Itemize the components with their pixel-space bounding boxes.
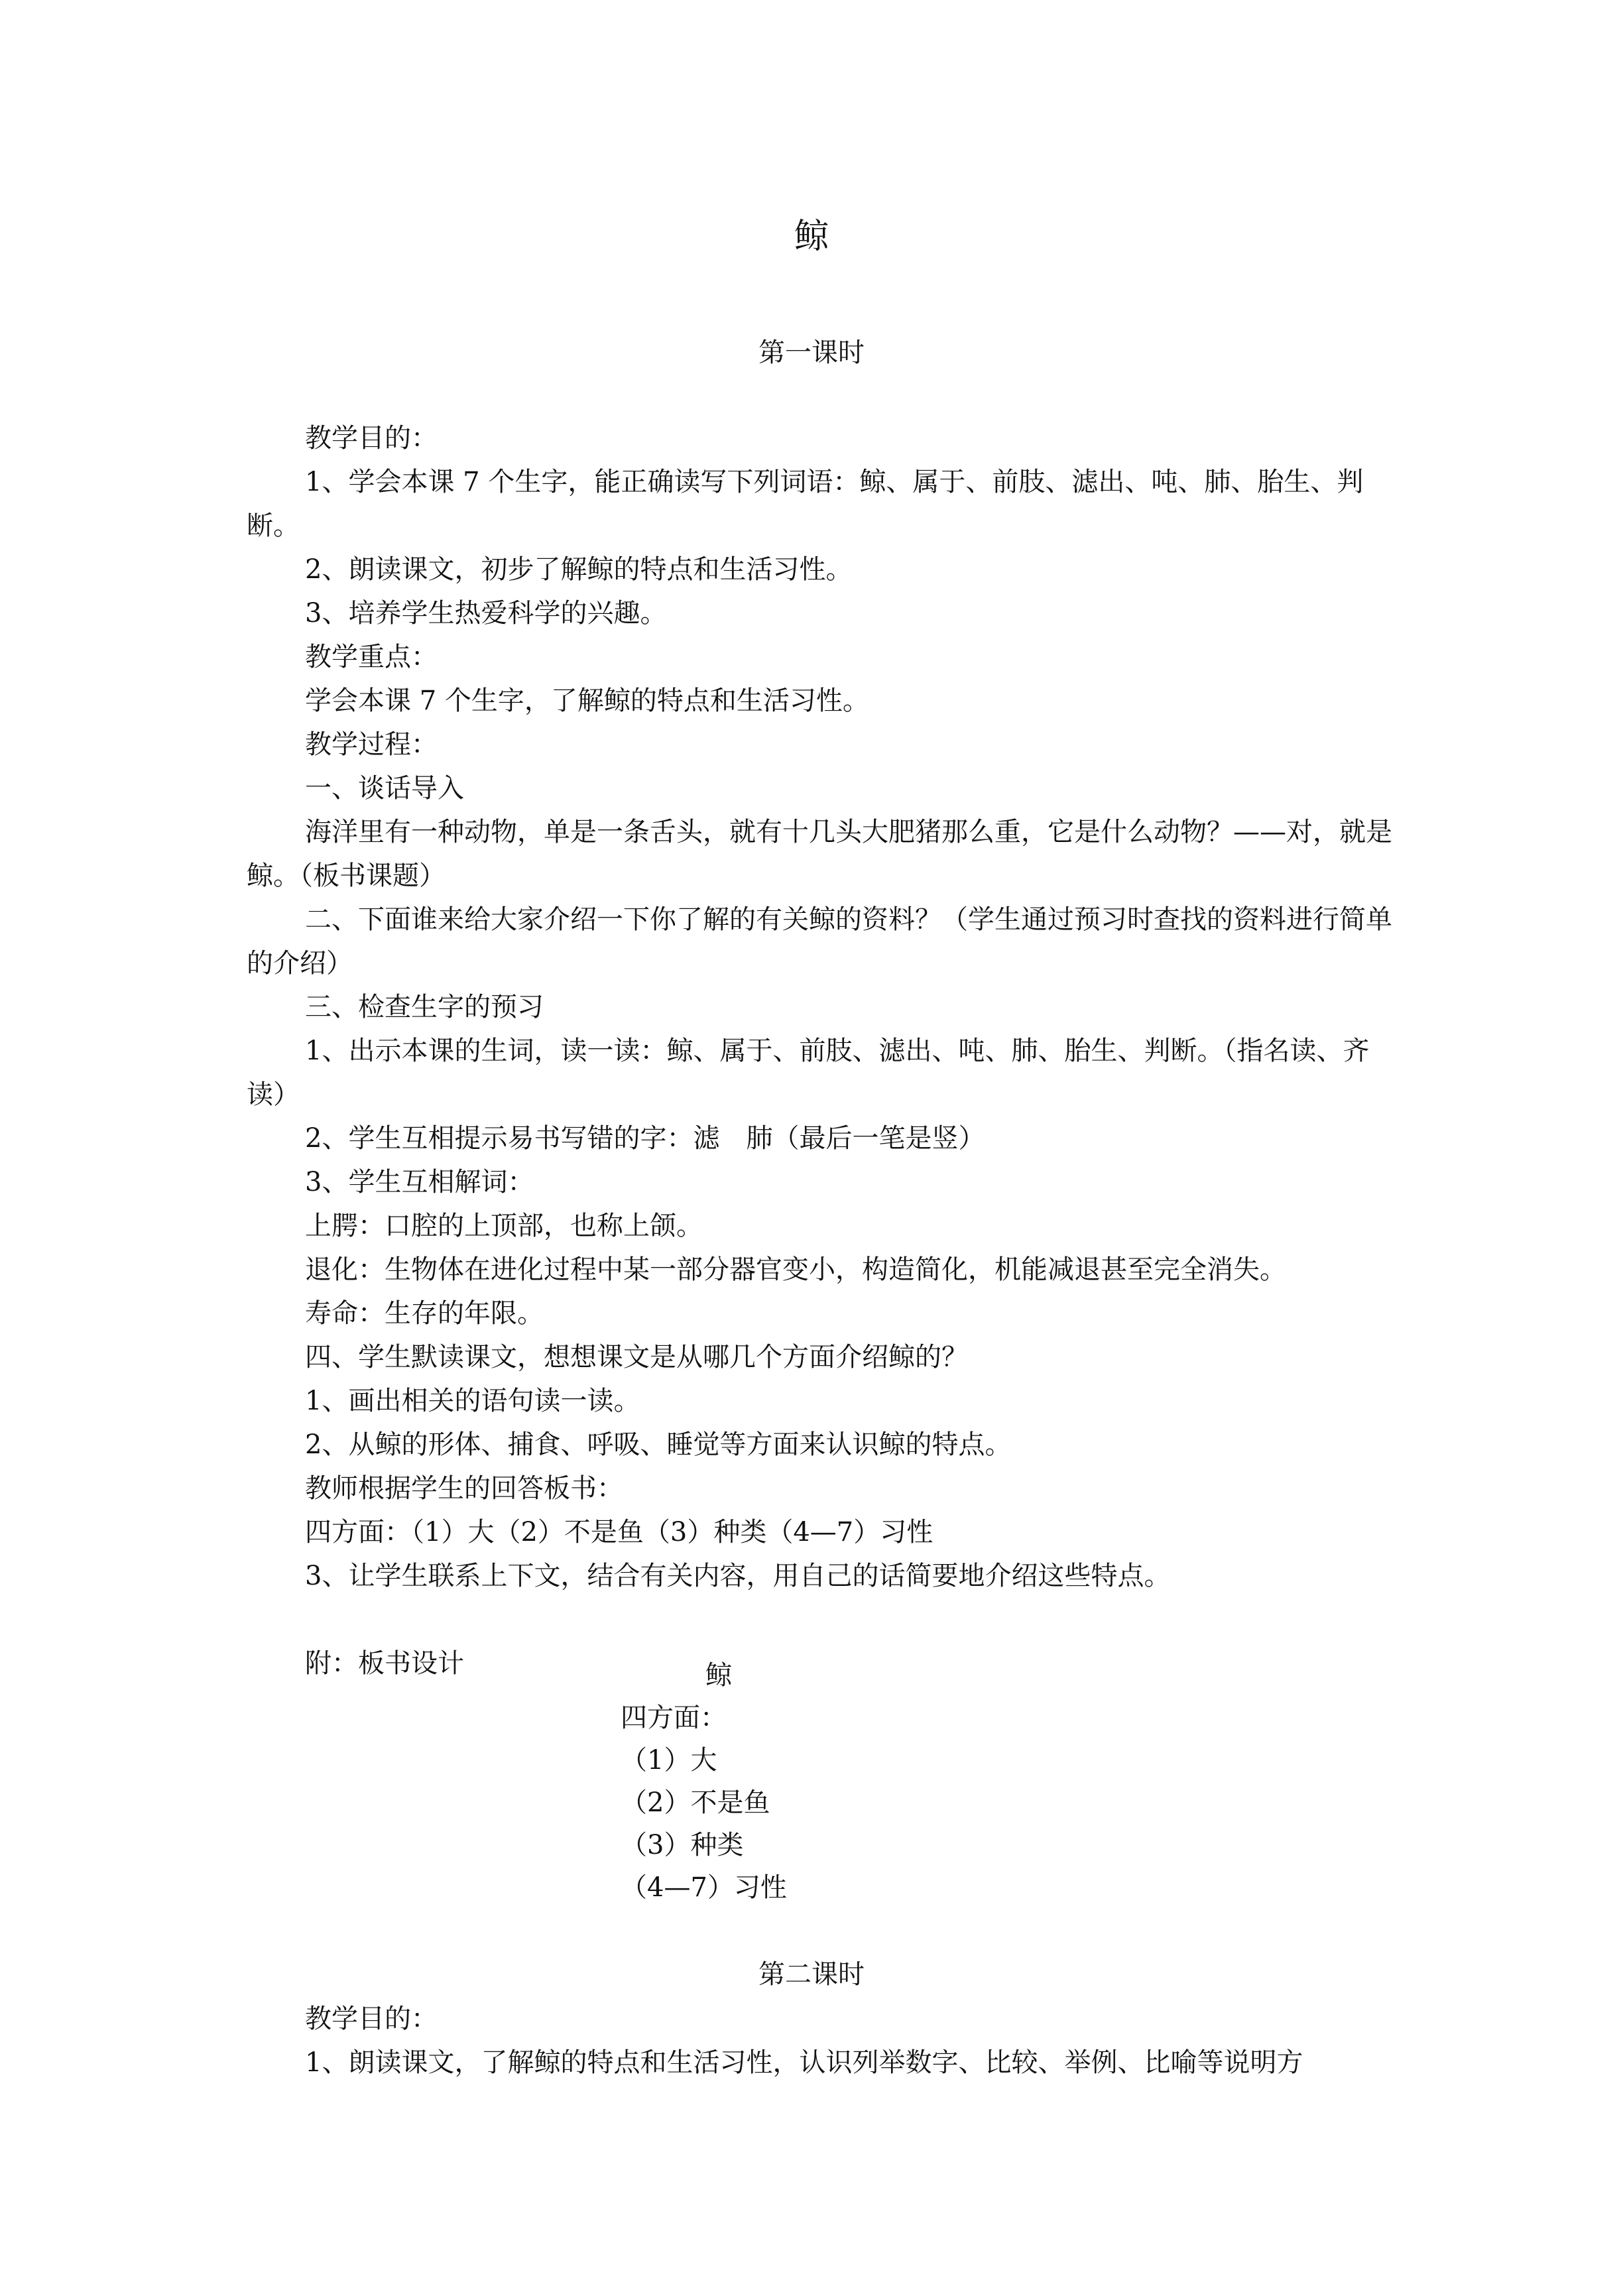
paragraph: 2、朗读课文，初步了解鲸的特点和生活习性。 <box>305 554 853 585</box>
paragraph: 二、下面谁来给大家介绍一下你了解的有关鲸的资料？（学生通过预习时查找的资料进行简单的介绍） <box>247 904 1392 979</box>
paragraph: 四、学生默读课文，想想课文是从哪几个方面介绍鲸的？ <box>305 1342 968 1372</box>
paragraph: 海洋里有一种动物，单是一条舌头，就有十几头大肥猪那么重，它是什么动物？——对，就是鲸。（板书课题） <box>247 817 1392 891</box>
lesson1-heading: 第一课时 <box>758 337 865 368</box>
board-item: （1）大 <box>621 1745 717 1776</box>
board-item: （3）种类 <box>621 1830 744 1860</box>
paragraph: 2、学生互相提示易书写错的字：滤 肺（最后一笔是竖） <box>305 1123 985 1154</box>
paragraph: 三、检查生字的预习 <box>305 992 544 1022</box>
paragraph: 教学目的： <box>305 423 438 453</box>
paragraph: 教学过程： <box>305 729 438 760</box>
paragraph: 四方面：（1）大（2）不是鱼（3）种类（4—7）习性 <box>305 1517 933 1547</box>
paragraph: 教学目的： <box>305 2004 438 2034</box>
board-label: 附：板书设计 <box>305 1648 464 1679</box>
paragraph: 退化：生物体在进化过程中某一部分器官变小，构造简化，机能减退甚至完全消失。 <box>305 1254 1286 1285</box>
board-title: 鲸 <box>705 1660 732 1691</box>
paragraph: 一、谈话导入 <box>305 773 464 804</box>
paragraph: 3、学生互相解词： <box>305 1167 534 1197</box>
paragraph: 1、画出相关的语句读一读。 <box>305 1386 640 1416</box>
paragraph: 2、从鲸的形体、捕食、呼吸、睡觉等方面来认识鲸的特点。 <box>305 1429 1012 1460</box>
paragraph: 教师根据学生的回答板书： <box>305 1473 623 1504</box>
board-heading: 四方面： <box>621 1703 727 1733</box>
paragraph: 教学重点： <box>305 642 438 672</box>
paragraph: 学会本课 7 个生字，了解鲸的特点和生活习性。 <box>305 686 869 716</box>
paragraph: 上腭：口腔的上顶部，也称上颌。 <box>305 1211 703 1241</box>
paragraph: 1、学会本课 7 个生字，能正确读写下列词语：鲸、属于、前肢、滤出、吨、肺、胎生、判断。 <box>247 467 1364 541</box>
lesson2-body <box>247 1997 1398 2085</box>
document-title: 鲸 <box>794 217 829 257</box>
board-item: （4—7）习性 <box>621 1872 787 1903</box>
lesson2-heading: 第二课时 <box>758 1959 865 1990</box>
paragraph: 3、让学生联系上下文，结合有关内容，用自己的话简要地介绍这些特点。 <box>305 1561 1171 1591</box>
paragraph: 寿命：生存的年限。 <box>305 1298 544 1329</box>
paragraph: 1、出示本课的生词，读一读：鲸、属于、前肢、滤出、吨、肺、胎生、判断。（指名读、齐读） <box>247 1036 1370 1110</box>
board-item: （2）不是鱼 <box>621 1787 770 1818</box>
paragraph: 3、培养学生热爱科学的兴趣。 <box>305 598 667 629</box>
lesson1-body <box>247 416 1398 1685</box>
paragraph: 1、朗读课文，了解鲸的特点和生活习性，认识列举数字、比较、举例、比喻等说明方 <box>305 2047 1303 2078</box>
